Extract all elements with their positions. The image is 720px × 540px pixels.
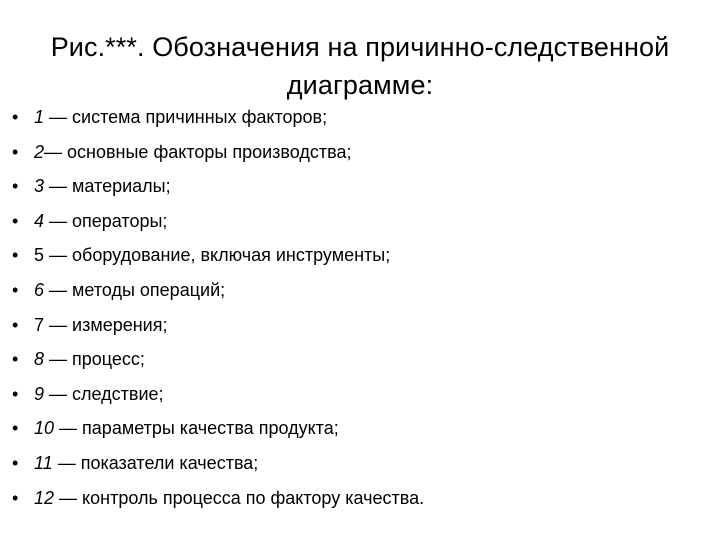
- legend-list: [12, 107, 424, 522]
- item-number: 12: [34, 487, 55, 508]
- item-number: 2: [34, 141, 45, 162]
- list-item: [12, 349, 424, 384]
- item-separator: —: [54, 487, 83, 508]
- item-number: 3: [34, 176, 45, 197]
- list-item: [12, 211, 424, 246]
- item-number: 9: [34, 383, 45, 404]
- item-separator: —: [44, 176, 73, 197]
- item-number: 6: [34, 279, 45, 300]
- item-text: оборудование, включая инструменты;: [72, 245, 391, 266]
- bullet-icon: •: [12, 176, 19, 197]
- list-item: [12, 384, 424, 419]
- list-item: [12, 418, 424, 453]
- item-text: контроль процесса по фактору качества.: [82, 487, 425, 508]
- item-separator: —: [44, 107, 73, 127]
- item-number: 8: [34, 349, 45, 370]
- item-separator: —: [44, 245, 73, 266]
- bullet-icon: •: [12, 452, 19, 473]
- item-text: система причинных факторов;: [72, 107, 328, 127]
- list-item: [12, 488, 424, 523]
- bullet-icon: •: [12, 383, 19, 404]
- item-text: основные факторы производства;: [67, 141, 352, 162]
- item-text: операторы;: [72, 210, 168, 231]
- item-text: материалы;: [72, 176, 171, 197]
- item-text: показатели качества;: [80, 452, 259, 473]
- list-item: [12, 176, 424, 211]
- item-separator: —: [44, 279, 73, 300]
- item-text: параметры качества продукта;: [82, 418, 339, 439]
- list-item: [12, 107, 424, 142]
- bullet-icon: •: [12, 487, 19, 508]
- item-number: 7: [34, 314, 45, 335]
- item-separator: —: [52, 452, 81, 473]
- bullet-icon: •: [12, 418, 19, 439]
- item-number: 10: [34, 418, 55, 439]
- slide-title: Рис.***. Обозначения на причинно-следственной диаграмме:: [50, 32, 670, 100]
- bullet-icon: •: [12, 349, 19, 370]
- item-separator: —: [44, 314, 73, 335]
- item-text: процесс;: [72, 349, 145, 370]
- list-item: [12, 245, 424, 280]
- item-number: 11: [34, 452, 53, 473]
- list-item: [12, 315, 424, 350]
- item-separator: —: [54, 418, 83, 439]
- bullet-icon: •: [12, 245, 19, 266]
- list-item: [12, 280, 424, 315]
- item-text: измерения;: [72, 314, 168, 335]
- item-separator: —: [44, 349, 73, 370]
- bullet-icon: •: [12, 107, 19, 127]
- bullet-icon: •: [12, 210, 19, 231]
- item-number: 4: [34, 210, 45, 231]
- item-text: методы операций;: [72, 279, 226, 300]
- bullet-icon: •: [12, 314, 19, 335]
- item-separator: —: [44, 141, 68, 162]
- bullet-icon: •: [12, 279, 19, 300]
- item-number: 5: [34, 245, 45, 266]
- item-number: 1: [34, 107, 45, 127]
- item-text: следствие;: [72, 383, 164, 404]
- item-separator: —: [44, 383, 73, 404]
- bullet-icon: •: [12, 141, 19, 162]
- item-separator: —: [44, 210, 73, 231]
- list-item: [12, 142, 424, 177]
- list-item: [12, 453, 424, 488]
